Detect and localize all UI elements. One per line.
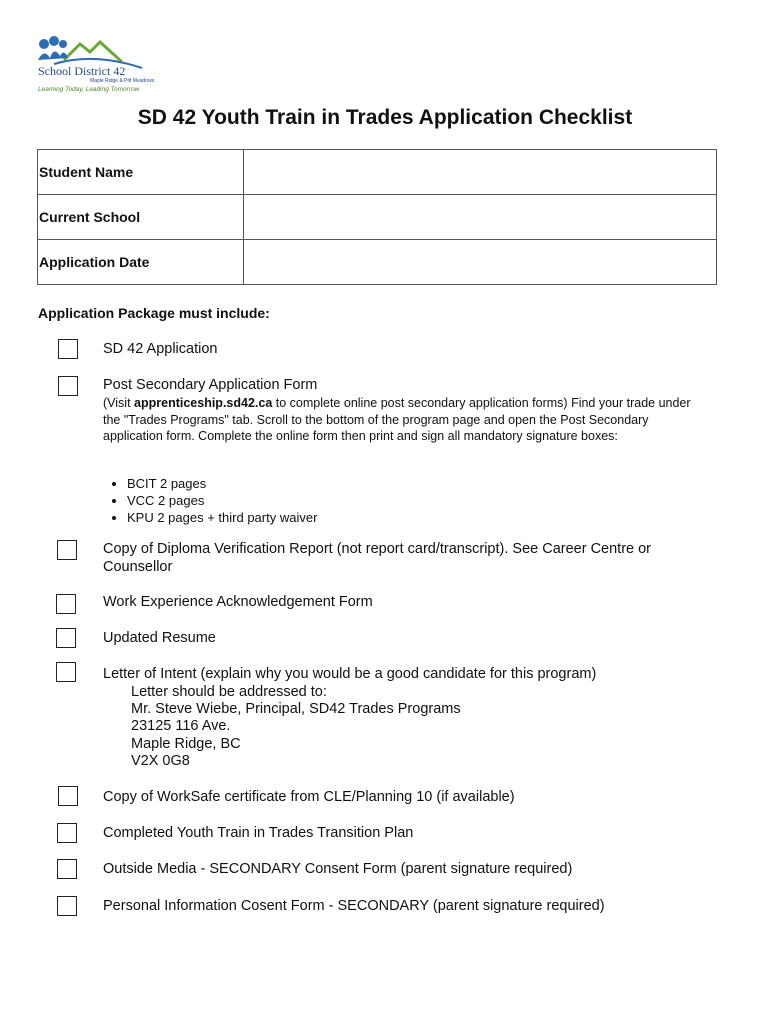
item-worksafe-certificate: Copy of WorkSafe certificate from CLE/Planning 10 (if available) — [103, 789, 515, 805]
item-media-consent: Outside Media - SECONDARY Consent Form (parent signature required) — [103, 861, 573, 877]
current-school-field[interactable] — [244, 195, 717, 240]
note-rest: to complete online post secondary application forms) Find your trade under the "Trades Programs" tab. Scroll to the bottom of the program page and open the Post Secondary application form. Complete the online form then print and sign all mandatory signature boxes: — [103, 396, 691, 443]
school-district-logo — [34, 34, 155, 96]
item-work-experience: Work Experience Acknowledgement Form — [103, 594, 373, 610]
item-updated-resume: Updated Resume — [103, 630, 216, 646]
checkbox-updated-resume[interactable] — [56, 628, 76, 648]
checkbox-post-secondary-form[interactable] — [58, 376, 78, 396]
checkbox-personal-info-consent[interactable] — [57, 896, 77, 916]
student-info-table — [37, 149, 717, 285]
application-date-field[interactable] — [244, 240, 717, 285]
item-letter-of-intent: Letter of Intent (explain why you would be a good candidate for this program) — [103, 666, 597, 682]
student-name-field[interactable] — [244, 150, 717, 195]
logo-org-name: School District 42 — [38, 64, 126, 78]
note-prefix: (Visit — [103, 396, 135, 410]
checkbox-media-consent[interactable] — [57, 859, 77, 879]
table-row — [38, 150, 717, 195]
application-date-label: Application Date — [38, 240, 244, 285]
bullet-list — [103, 475, 317, 526]
item-sd42-application: SD 42 Application — [103, 341, 218, 357]
address-line: Letter should be addressed to: — [131, 684, 327, 700]
address-line: V2X 0G8 — [131, 753, 190, 769]
table-row — [38, 240, 717, 285]
list-item: • KPU 2 pages + third party waiver — [127, 509, 317, 526]
logo-tagline: Learning Today, Leading Tomorrow — [38, 86, 140, 93]
checkbox-letter-of-intent[interactable] — [56, 662, 76, 682]
checkbox-sd42-application[interactable] — [58, 339, 78, 359]
post-secondary-note — [103, 395, 703, 445]
page-title: SD 42 Youth Train in Trades Application Checklist — [137, 106, 633, 129]
address-line: 23125 116 Ave. — [131, 718, 231, 734]
apprenticeship-link[interactable]: apprenticeship.sd42.ca — [134, 396, 273, 410]
student-name-label: Student Name — [38, 150, 244, 195]
address-line: Mr. Steve Wiebe, Principal, SD42 Trades Programs — [131, 701, 461, 717]
list-item: • VCC 2 pages — [127, 492, 317, 509]
table-row — [38, 195, 717, 240]
checkbox-diploma-report[interactable] — [57, 540, 77, 560]
item-diploma-report: Copy of Diploma Verification Report (not report card/transcript). See Career Centre or Counsellor — [103, 541, 652, 575]
item-transition-plan: Completed Youth Train in Trades Transition Plan — [103, 825, 414, 841]
current-school-label: Current School — [38, 195, 244, 240]
checkbox-worksafe-certificate[interactable] — [58, 786, 78, 806]
logo-subtitle: Maple Ridge & Pitt Meadows — [90, 78, 155, 84]
item-personal-info-consent: Personal Information Cosent Form - SECONDARY (parent signature required) — [103, 898, 605, 914]
checkbox-transition-plan[interactable] — [57, 823, 77, 843]
item-post-secondary-form: Post Secondary Application Form — [103, 377, 318, 393]
checkbox-work-experience[interactable] — [56, 594, 76, 614]
list-item: • BCIT 2 pages — [127, 475, 317, 492]
package-heading: Application Package must include: — [38, 305, 270, 321]
address-line: Maple Ridge, BC — [131, 736, 241, 752]
